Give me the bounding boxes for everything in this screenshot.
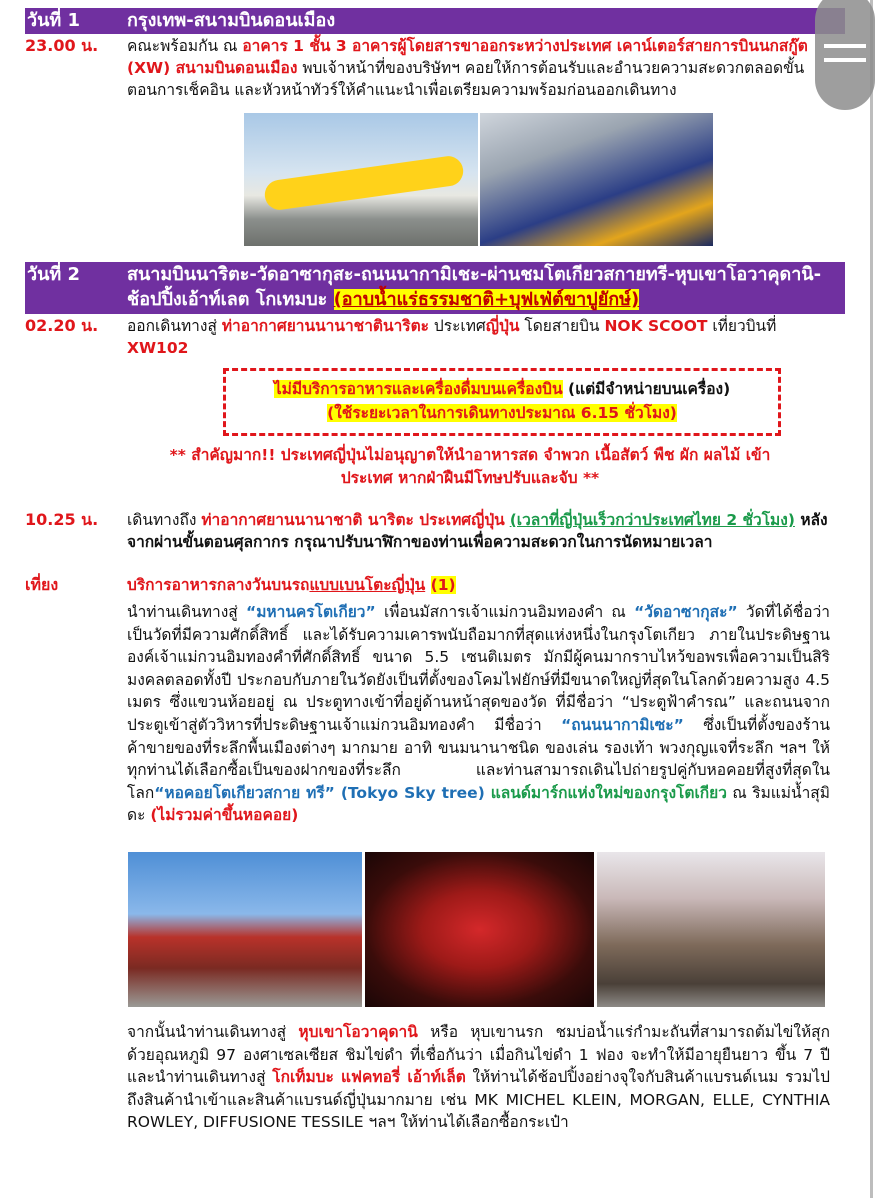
schedule-entry [25, 509, 830, 553]
emphasis-segment: ท่าอากาศยานนานาชาติ นาริตะ ประเทศญี่ปุ่น [201, 511, 505, 529]
emphasis-segment [425, 576, 430, 594]
emphasis-segment: แลนด์มาร์กแห่งใหม่ของกรุงโตเกียว [484, 783, 727, 802]
text-segment: คณะพร้อมกัน ณ [127, 37, 243, 55]
entry-text [127, 35, 830, 101]
schedule-entry [25, 315, 830, 359]
emphasis-segment: ไม่มีบริการอาหารและเครื่องดื่มบนเครื่องบิน [273, 380, 563, 398]
emphasis-segment: (เวลาที่ญี่ปุ่นเร็วกว่าประเทศไทย 2 ชั่วโมง) [509, 511, 795, 529]
emphasis-segment: หลังจากผ่านขั้นตอนศุลกากร กรุณาปรับนาฬิกาของท่านเพื่อความสะดวกในการนัดหมายเวลา [127, 511, 828, 551]
text-segment: พบเจ้าหน้าที่ของบริษัทฯ คอยให้การต้อนรับและอำนวยความสะดวกตลอดขั้นตอนการเช็คอิน และหัวหน้าทัวร์ให้คำแนะนำเพื่อเตรียมความพร้อมก่อนออกเดินทาง [127, 59, 805, 99]
emphasis-segment: “มหานครโตเกียว” [246, 603, 376, 621]
day-2-header [25, 262, 845, 314]
schedule-entry [25, 35, 830, 101]
text-segment: ณ ริมแม่น้ำสุมิดะ [127, 783, 830, 825]
text-segment: ซึ่งเป็นที่ตั้งของร้านค้าขายของที่ระลึกพื้นเมืองต่างๆ มากมาย อาทิ ขนมนานาชนิด ของเล่น รองเท้า พวงกุญแจที่ระลึก ฯลฯ ให้ทุกท่านได้เลือกซื้อเป็นของฝากของที่ระลึก และท่านสามารถเดินไปถ่ายรูปคู่กับหอคอยที่สูงที่สุดในโลก [127, 715, 830, 802]
text-segment: จากนั้นนำท่านเดินทางสู่ [127, 1023, 299, 1041]
emphasis-segment: “ถนนนากามิเซะ” [561, 715, 684, 734]
emphasis-segment: (ใช้ระยะเวลาในการเดินทางประมาณ 6.15 ชั่วโมง) [327, 404, 677, 422]
entry-text [127, 509, 830, 553]
emphasis-segment: (แต่มีจำหน่ายบนเครื่อง) [562, 380, 731, 398]
text-segment: สนามบินนาริตะ-วัดอาซากุสะ-ถนนนากามิเชะ-ผ่านชมโตเกียวสกายทรี-หุบเขาโอวาคุดานิ-ช้อปปิ้งเอ้าท์เลต โกเทมบะ [127, 264, 822, 310]
cabin-photo [480, 113, 713, 246]
emphasis-segment: XW102 [127, 339, 189, 357]
entry-time: 10.25 น. [25, 510, 99, 529]
text-segment: วัดที่ได้ชื่อว่าเป็นวัดที่มีความศักดิ์สิทธิ์ และได้รับความเคารพนับถือมากที่สุดแห่งหนึ่งในกรุงโตเกียว ภายในประดิษฐานองค์เจ้าแม่กวนอิมทองคำที่ศักดิ์สิทธิ์ ขนาด 5.5 เซนติเมตร มักมีผู้คนมากราบไหว้ขอพรเพื่อความเป็นสิริมงคลตลอดทั้งปี ประกอบกับภายในวัดยังเป็นที่ตั้งของโคมไฟยักษ์ที่มีขนาดใหญ่ที่สุดในโลกด้วยความสูง 4.5 เมตร ซึ่งแขวนห้อยอยู่ ณ ประตูทางเข้าที่อยู่ด้านหน้าสุดของวัด ที่มีชื่อว่า “ประตูฟ้าคำรณ” และถนนจากประตูเข้าสู่ตัววิหารที่ประดิษฐานเจ้าแม่กวนอิมทองคำ มีชื่อว่า [127, 603, 831, 734]
day-title: กรุงเทพ-สนามบินดอนเมือง [127, 10, 336, 31]
emphasis-segment: บริการอาหารกลางวันบนรถ [127, 576, 310, 594]
notice-line [226, 401, 778, 425]
emphasis-segment: โกเท็มบะ แฟคทอรี่ เอ้าท์เล็ต [272, 1068, 466, 1087]
owakudani-gotemba-description [127, 1021, 830, 1134]
text-segment: เที่ยวบินที่ [707, 317, 777, 335]
nakamise-street-photo [597, 852, 825, 1007]
emphasis-segment: แบบเบนโตะญี่ปุ่น [309, 576, 426, 594]
sensoji-temple-photo [128, 852, 362, 1007]
text-segment: นำท่านเดินทางสู่ [127, 603, 247, 621]
notice-line [226, 377, 778, 401]
emphasis-segment: อาคาร 1 ชั้น 3 อาคารผู้โดยสารขาออกระหว่างประเทศ เคาน์เตอร์สายการบินนกสกู๊ต (XW) สนามบินดอนเมือง [127, 37, 808, 77]
text-segment: ออกเดินทางสู่ [127, 317, 222, 335]
entry-time: 02.20 น. [25, 316, 99, 335]
floating-menu-button[interactable] [815, 0, 875, 110]
entry-time: เที่ยง [25, 575, 59, 594]
emphasis-segment: ญี่ปุ่น [485, 317, 520, 335]
emphasis-segment: (ไม่รวมค่าขึ้นหอคอย) [150, 806, 299, 825]
text-segment: เดินทางถึง [127, 511, 202, 529]
emphasis-segment: (อาบน้ำแร่ธรรมชาติ+บุฟเฟ่ต์ขาปูยักษ์) [333, 289, 640, 310]
entry-text [127, 315, 830, 359]
emphasis-segment: “วัดอาซากุสะ” [634, 603, 738, 621]
day-1-header [25, 8, 845, 34]
food-import-warning: ** สำคัญมาก!! ประเทศญี่ปุ่นไม่อนุญาตให้นำอาหารสด จำพวก เนื้อสัตว์ พืช ผัก ผลไม้ เข้าประเทศ หากฝ่าฝืนมีโทษปรับและจับ ** [169, 446, 771, 487]
text-segment: ประเทศ [429, 317, 486, 335]
emphasis-segment: หุบเขาโอวาคุดานิ [298, 1023, 418, 1041]
menu-icon [824, 44, 866, 48]
schedule-entry [25, 574, 830, 596]
day-title [127, 262, 845, 312]
lantern-gate-photo [365, 852, 594, 1007]
text-segment: เพื่อนมัสการเจ้าแม่กวนอิมทองคำ ณ [375, 603, 635, 621]
airplane-photo [244, 113, 478, 246]
day-label: วันที่ 1 [27, 10, 81, 31]
text-segment: หรือ หุบเขานรก ชมบ่อน้ำแร่กำมะถันที่สามารถต้มไข่ให้สุก ด้วยอุณหภูมิ 97 องศาเซลเซียส ชิมไข่ดำ ที่เชื่อกันว่า เมื่อกินไข่ดำ 1 ฟอง จะทำให้มีอายุยืนยาว ขึ้น 7 ปี และนำท่านเดินทางสู่ [127, 1023, 831, 1087]
entry-text [127, 574, 830, 596]
emphasis-segment: (1) [430, 576, 456, 594]
asakusa-description [127, 601, 830, 827]
text-segment: ให้ท่านได้ช้อปปิ้งอย่างจุใจกับสินค้าแบรนด์เนม รวมไปถึงสินค้านำเข้าและสินค้าแบรนด์ญี่ปุ่นมากมาย เช่น MK MICHEL KLEIN, MORGAN, ELLE, CYNTHIA ROWLEY, DIFFUSIONE TESSILE ฯลฯ ให้ท่านได้เลือกซื้อกระเป๋า [127, 1068, 830, 1132]
emphasis-segment: “หอคอยโตเกียวสกาย ทรี” (Tokyo Sky tree) [154, 783, 485, 802]
text-segment: โดยสายบิน [519, 317, 605, 335]
emphasis-segment: ท่าอากาศยานนานาชาตินาริตะ [221, 317, 429, 335]
day-label: วันที่ 2 [27, 264, 81, 285]
menu-icon [824, 58, 866, 62]
in-flight-notice [223, 368, 781, 436]
entry-time: 23.00 น. [25, 36, 99, 55]
emphasis-segment: NOK SCOOT [604, 317, 708, 335]
